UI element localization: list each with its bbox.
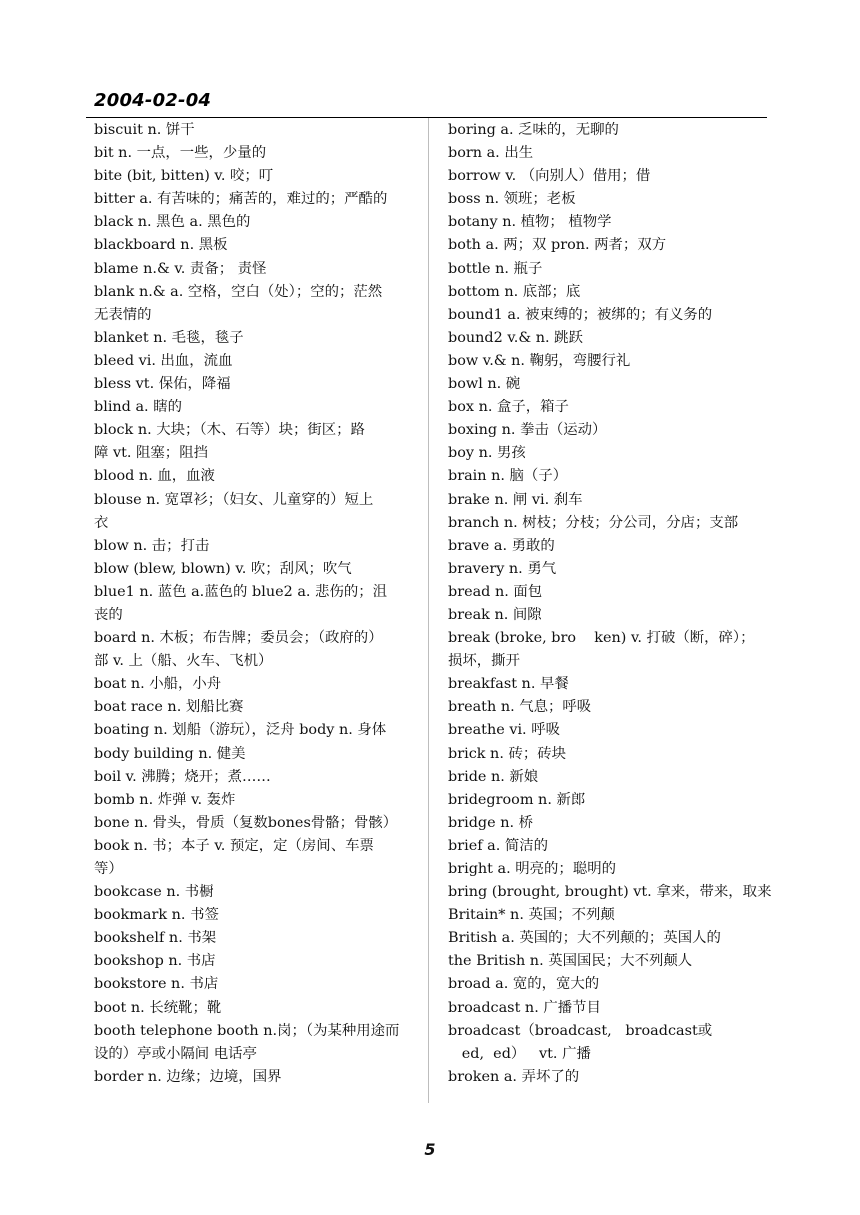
entry-line: block n. 大块；（木、石等）块；街区；路 <box>94 422 365 439</box>
entry-line: break n. 间隙 <box>448 606 542 623</box>
entry-line: blame n.& v. 责备； 责怪 <box>94 260 267 277</box>
entry-line: boating n. 划船（游玩），泛舟 body n. 身体 <box>94 722 387 739</box>
entry-line: bit n. 一点，一些，少量的 <box>94 145 267 162</box>
entry-line: broadcast n. 广播节目 <box>448 999 601 1016</box>
entry-line: blow (blew, blown) v. 吹；刮风；吹气 <box>94 560 352 577</box>
entry-line: biscuit n. 饼干 <box>94 122 195 138</box>
entry-line: bride n. 新娘 <box>448 768 539 785</box>
entry-line: brake n. 闸 vi. 刹车 <box>448 491 583 508</box>
entry-line: bookstore n. 书店 <box>94 976 219 993</box>
entry-line: 障 vt. 阻塞；阻挡 <box>94 445 208 462</box>
entry-line: breathe vi. 呼吸 <box>448 722 560 739</box>
entry-line: bookmark n. 书签 <box>94 907 219 924</box>
entry-line: bright a. 明亮的；聪明的 <box>448 861 616 877</box>
entry-line: boat race n. 划船比赛 <box>94 699 244 716</box>
entry-line: boss n. 领班；老板 <box>448 191 576 208</box>
entry-line: bookshelf n. 书架 <box>94 930 217 947</box>
entry-line: blanket n. 毛毯，毯子 <box>94 329 244 346</box>
entry-line: borrow v. （向别人）借用；借 <box>448 168 651 185</box>
entry-line: board n. 木板；布告牌；委员会；（政府的） <box>94 630 383 647</box>
entry-line: black n. 黑色 a. 黑色的 <box>94 214 251 231</box>
entry-line: bone n. 骨头，骨质（复数bones骨骼；骨骸） <box>94 814 398 831</box>
entry-line: ed, ed） vt. 广播 <box>448 1045 591 1062</box>
entry-line: bound1 a. 被束缚的；被绑的；有义务的 <box>448 306 713 323</box>
entry-line: bring (brought, brought) vt. 拿来，带来，取来 <box>448 884 772 901</box>
entry-line: 等） <box>94 861 123 877</box>
entry-line: boring a. 乏味的，无聊的 <box>448 122 619 138</box>
entry-line: blouse n. 宽罩衫；（妇女、儿童穿的）短上 <box>94 491 374 508</box>
entry-line: 设的）亭或小隔间 电话亭 <box>94 1045 257 1062</box>
entry-line: blue1 n. 蓝色 a.蓝色的 blue2 a. 悲伤的；沮 <box>94 583 388 600</box>
column-divider <box>428 118 429 1103</box>
entry-line: bite (bit, bitten) v. 咬；叮 <box>94 168 274 185</box>
entry-line: 丧的 <box>94 606 123 623</box>
entry-line: bookcase n. 书橱 <box>94 884 214 901</box>
entry-line: both a. 两；双 pron. 两者；双方 <box>448 237 667 254</box>
entry-line: bless vt. 保佑，降福 <box>94 376 231 393</box>
entry-line: boat n. 小船，小舟 <box>94 676 222 693</box>
entry-line: body building n. 健美 <box>94 745 246 762</box>
entry-line: bread n. 面包 <box>448 583 543 600</box>
entry-line: 衣 <box>94 514 109 531</box>
entry-line: bomb n. 炸弹 v. 轰炸 <box>94 791 236 808</box>
entry-line: boot n. 长统靴；靴 <box>94 999 222 1016</box>
entry-line: born a. 出生 <box>448 145 534 162</box>
entry-line: breath n. 气息；呼吸 <box>448 699 592 716</box>
entry-line: Britain* n. 英国；不列颠 <box>448 907 615 924</box>
entry-line: box n. 盒子，箱子 <box>448 399 569 416</box>
entry-line: bookshop n. 书店 <box>94 953 216 970</box>
entry-line: blow n. 击；打击 <box>94 537 210 554</box>
entry-line: 无表情的 <box>94 306 152 323</box>
entry-line: brain n. 脑（子） <box>448 468 568 485</box>
entry-line: British a. 英国的；大不列颠的；英国人的 <box>448 930 721 947</box>
entry-line: the British n. 英国国民；大不列颠人 <box>448 953 693 970</box>
header-rule <box>86 117 767 118</box>
entry-line: broad a. 宽的，宽大的 <box>448 976 600 993</box>
entry-line: bitter a. 有苦味的；痛苦的，难过的；严酷的 <box>94 191 388 208</box>
entry-line: branch n. 树枝；分枝；分公司，分店；支部 <box>448 514 739 531</box>
entry-line: brave a. 勇敢的 <box>448 537 555 554</box>
entry-line: bridegroom n. 新郎 <box>448 791 586 808</box>
entry-line: bowl n. 碗 <box>448 376 521 393</box>
right-column <box>448 119 770 1089</box>
entry-line: breakfast n. 早餐 <box>448 676 569 693</box>
entry-line: break (broke, bro ken) v. 打破（断，碎）； <box>448 630 755 647</box>
entry-line: botany n. 植物； 植物学 <box>448 214 612 231</box>
entry-line: blackboard n. 黑板 <box>94 237 228 254</box>
page-number: 5 <box>424 1140 436 1159</box>
entry-line: bleed vi. 出血，流血 <box>94 352 233 369</box>
entry-line: bottom n. 底部；底 <box>448 283 581 300</box>
page-header-date: 2004-02-04 <box>94 90 212 111</box>
entry-line: blank n.& a. 空格，空白（处）；空的；茫然 <box>94 283 383 300</box>
entry-line: 部 v. 上（船、火车、飞机） <box>94 653 273 670</box>
entry-line: 损坏，撕开 <box>448 653 520 670</box>
entry-line: broadcast（broadcast, broadcast或 <box>448 1022 713 1039</box>
entry-line: boil v. 沸腾；烧开；煮…… <box>94 768 271 785</box>
entry-line: book n. 书；本子 v. 预定，定（房间、车票 <box>94 837 374 854</box>
entry-line: bow v.& n. 鞠躬，弯腰行礼 <box>448 352 631 369</box>
entry-line: brick n. 砖；砖块 <box>448 745 567 762</box>
entry-line: blood n. 血，血液 <box>94 468 215 485</box>
entry-line: boy n. 男孩 <box>448 445 526 462</box>
entry-line: bound2 v.& n. 跳跃 <box>448 329 583 346</box>
entry-line: bravery n. 勇气 <box>448 560 557 577</box>
entry-line: blind a. 瞎的 <box>94 399 182 416</box>
entry-line: bridge n. 桥 <box>448 814 534 831</box>
entry-line: booth telephone booth n.岗；（为某种用途而 <box>94 1022 400 1039</box>
entry-line: broken a. 弄坏了的 <box>448 1068 580 1085</box>
entry-line: border n. 边缘；边境，国界 <box>94 1068 282 1085</box>
entry-line: brief a. 简洁的 <box>448 837 549 854</box>
entry-line: boxing n. 拳击（运动） <box>448 422 607 439</box>
entry-line: bottle n. 瓶子 <box>448 260 543 277</box>
left-column <box>94 119 416 1089</box>
